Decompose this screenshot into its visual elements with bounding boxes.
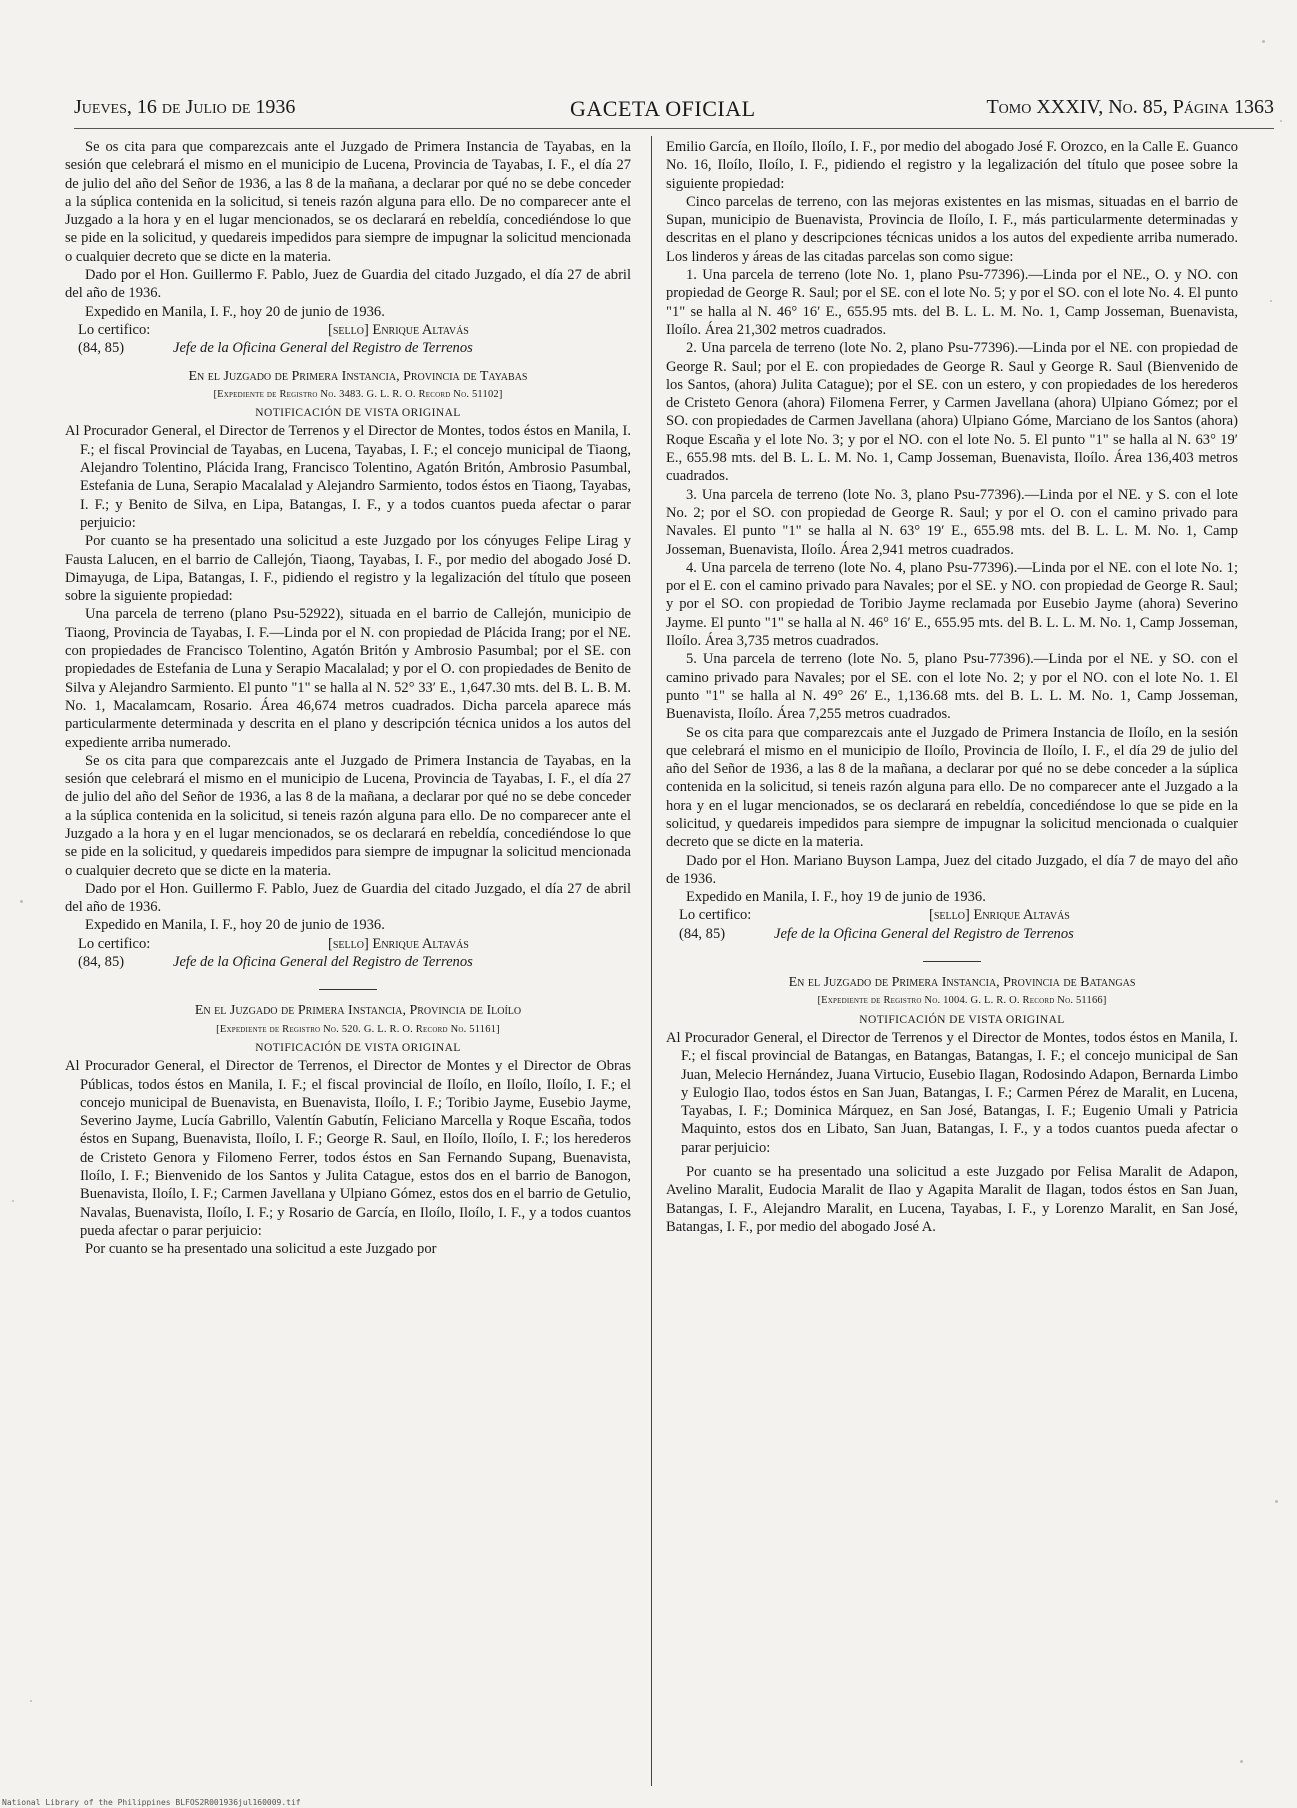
issue-numbers: (84, 85)	[679, 925, 726, 942]
page-header	[74, 96, 1274, 130]
left-paragraph: Una parcela de terreno (plano Psu-52922), situada en el barrio de Callejón, municipio de Tiaong, Provincia de Tayabas, I. F.—Linda por el N. con propiedad de Plácida Irang; por el NE. con propiedades de Francisco Tolentino, Agatón Britón y Ambrosio Pasumbal; por el SE. con propiedades de Estefania de Luna y Serapio Macalalad; y por el O. con propiedades de Benito de Silva y Alejandro Sarmiento. El punto "1" se halla al N. 52° 33′ E., 1,647.30 mts. del B. L. B. M. No. 1, Macalamcam, Rosario. Área 46,674 metros cuadrados. Dicha parcela aparece más particularmente determinada y descrita en el plano y descripción técnica unidos a los autos del expediente arriba numerado.	[65, 606, 631, 751]
seal-signature: [sello] Enrique Altavás	[328, 935, 469, 952]
right-column	[666, 138, 1238, 1778]
left-paragraph: Por cuanto se ha presentado una solicitud a este Juzgado por	[85, 1241, 437, 1258]
signer-role: Jefe de la Oficina General del Registro de Terrenos	[173, 954, 473, 971]
record-reference: [Expediente de Registro No. 520. G. L. R. O. Record No. 51161]	[216, 1023, 500, 1035]
signature-caption	[78, 953, 631, 971]
parcel-description: 1. Una parcela de terreno (lote No. 1, plano Psu-77396).—Linda por el NE., O. y NO. con propiedad de George R. Saul; por el SE. con el lote No. 5; y por el SO. con el lote No. 4. El punto "1" se halla al N. 46° 16′ E., 655.95 mts. del B. L. L. M. No. 1, Camp Josseman, Buenavista, Iloílo. Área 21,302 metros cuadrados.	[666, 267, 1238, 338]
scan-noise	[1280, 120, 1282, 122]
left-paragraph: Dado por el Hon. Guillermo F. Pablo, Juez de Guardia del citado Juzgado, el día 27 de abril del año de 1936.	[65, 267, 631, 302]
header-rule	[74, 128, 1274, 129]
section-separator	[923, 961, 981, 962]
signer-role: Jefe de la Oficina General del Registro de Terrenos	[774, 925, 1074, 942]
spacer	[65, 358, 631, 368]
scan-noise	[1270, 300, 1272, 302]
right-paragraph: Expedido en Manila, I. F., hoy 19 de junio de 1936.	[686, 889, 986, 906]
left-paragraph: Dado por el Hon. Guillermo F. Pablo, Juez de Guardia del citado Juzgado, el día 27 de abril del año de 1936.	[65, 880, 631, 916]
notice-title: NOTIFICACIÓN DE VISTA ORIGINAL	[859, 1013, 1065, 1026]
right-paragraph: Dado por el Hon. Mariano Buyson Lampa, Juez del citado Juzgado, el día 7 de mayo del año de 1936.	[666, 852, 1238, 887]
header-title: GACETA OFICIAL	[570, 96, 756, 121]
issue-numbers: (84, 85)	[78, 340, 125, 357]
addressees: Al Procurador General, el Director de Terrenos y el Director de Montes, todos éstos en Manila, I. F.; el fiscal Provincial de Tayabas, en Lucena, Tayabas, I. F.; el concejo municipal de Tiaong, Alejandro Tolentino, Plácida Irang, Francisco Tolentino, Agatón Britón, Ambrosio Pasumbal, Estefania de Luna, Serapio Macalalad y Alejandro Sarmiento, todos éstos en Tiaong, Tayabas, I. F.; y Benito de Silva, en Lipa, Batangas, I. F., y a todos cuantos pueda afectar o parar perjuicio:	[65, 423, 631, 531]
column-divider	[651, 136, 652, 1786]
section-separator	[319, 989, 377, 990]
court-heading: En el Juzgado de Primera Instancia, Provincia de Iloílo	[194, 1003, 522, 1019]
signature-line	[65, 321, 631, 339]
addressees: Al Procurador General, el Director de Terrenos y el Director de Montes, todos éstos en Manila, I. F.; el fiscal provincial de Batangas, en Batangas, Batangas, I. F.; el concejo municipal de San Juan, Melecio Hernández, Juana Virtucio, Eusebio Ilagan, Rodosindo Adapon, Bernarda Limbo y Eulogio Ilao, todos éstos en San Juan, Batangas, I. F.; Carmen Pérez de Maralit, en Lucena, Tayabas, I. F.; Dominica Márquez, en San José, Batangas, I. F.; Eugenio Umali y Patricia Maquinto, estos dos en Libato, San Juan, Batangas, I. F., y a todos cuantos pueda afectar o parar perjuicio:	[666, 1029, 1238, 1156]
parcel-description: 2. Una parcela de terreno (lote No. 2, plano Psu-77396).—Linda por el NE. con propiedad de George R. Saul; por el E. con propiedades de George R. Saul y George R. Saul (Bienvenido de los Santos, (ahora) Julita Catague); por el SE. con un estero, y con propiedades de los herederos de Cristeto Genora (ahora) Filomena Ferrer, y Carmen Javellana (ahora) Ulpiano Gómez; por el SO. con propiedades de Carmen Javellana (ahora) Ulpiano Góme, Marciano de los Santos (ahora) Roque Escaña y el lote No. 3; y por el NO. con el lote No. 5. El punto "1" se halla al N. 63° 19′ E., 655.98 mts. del B. L. L. M. No. 1, Camp Josseman, Buenavista, Iloílo. Área 136,403 metros cuadrados.	[666, 340, 1238, 485]
scan-noise	[1240, 1760, 1243, 1763]
left-paragraph: Expedido en Manila, I. F., hoy 20 de junio de 1936.	[85, 917, 385, 934]
parcel-description: 4. Una parcela de terreno (lote No. 4, plano Psu-77396).—Linda por el NE. con el lote No. 1; por el E. con el camino privado para Navales; por el SE. y NO. con propiedad de George R. Saul; y por el SO. con propiedad de Toribio Jayme reclamada por Eusebio Jayme (ahora) Severino Jayme. El punto "1" se halla al N. 46° 16′ E., 655.95 mts. del B. L. L. M. No. 1, Camp Josseman, Iloílo. Área 3,735 metros cuadrados.	[666, 559, 1238, 650]
addressees: Al Procurador General, el Director de Terrenos, el Director de Montes y el Director de Obras Públicas, todos éstos en Manila, I. F.; el fiscal provincial de Iloílo, en Iloílo, Iloílo, I. F.; el concejo municipal de Buenavista, en Buenavista, Iloílo, I. F.; Toribio Jayme, Eusebio Jayme, Severino Jayme, Lucía Gabrillo, Valentín Gabutín, Feliciano Marcella y Roque Escaña, todos éstos en Supang, Buenavista, Iloílo, I. F.; George R. Saul, en Iloílo, Iloílo, I. F.; los herederos de Cristeto Genora y Filomeno Ferrer, todos éstos en San Fernando Supang, Buenavista, Iloílo, I. F.; Bienvenido de los Santos y Julita Catague, estos dos en el barrio de Banogon, Buenavista, Iloílo, I. F.; Carmen Javellana y Ulpiano Gómez, estos dos en el barrio de Getulio, Navalas, Buenavista, Iloílo, I. F.; y Rosario de García, en Iloílo, Iloílo, I. F., y a todos cuantos pueda afectar o parar perjuicio:	[65, 1058, 631, 1239]
right-paragraph: Se os cita para que comparezcais ante el Juzgado de Primera Instancia de Iloílo, en la sesión que celebrará el mismo en el municipio de Iloílo, Provincia de Iloílo, I. F., el día 29 de julio del año del Señor de 1936, a las 8 de la mañana, a declarar por qué no se debe conceder a la súplica contenida en la solicitud, si teneis razón alguna para ello. De no comparecer ante el Juzgado a la hora y en el lugar mencionados, se os declarará en rebeldía, concediéndose lo que se pide en la solicitud, y quedareis impedidos para siempre de impugnar la solicitud mencionada o cualquier decreto que se dicte en la materia.	[666, 724, 1238, 851]
notice-title: NOTIFICACIÓN DE VISTA ORIGINAL	[255, 407, 461, 420]
signature-caption	[78, 339, 631, 357]
scan-noise	[1275, 1500, 1278, 1503]
certifico-label: Lo certifico:	[78, 321, 151, 338]
left-paragraph: Se os cita para que comparezcais ante el Juzgado de Primera Instancia de Tayabas, en la sesión que celebrará el mismo en el municipio de Lucena, Provincia de Tayabas, I. F., el día 27 de julio del año del Señor de 1936, a las 8 de la mañana, a declarar por qué no se debe conceder a la súplica contenida en la solicitud, si teneis razón alguna para ello. De no comparecer ante el Juzgado a la hora y en el lugar mencionados, se os declarará en rebeldía, concediéndose lo que se pide en la solicitud, y quedareis impedidos para siempre de impugnar la solicitud mencionada o cualquier decreto que se dicte en la materia.	[65, 139, 631, 265]
scan-noise	[12, 1200, 14, 1202]
parcel-description: 3. Una parcela de terreno (lote No. 3, plano Psu-77396).—Linda por el NE. y S. con el lote No. 2; por el SO. con propiedad de George R. Saul; y por el O. con el camino privado para Navales. El punto "1" se halla al N. 63° 19′ E., 655.98 mts. del B. L. L. M. No. 1, Camp Josseman, Buenavista, Iloílo. Área 2,941 metros cuadrados.	[666, 486, 1238, 558]
scan-stamp: National Library of the Philippines BLFOS2R001936jul160009.tif	[2, 1798, 301, 1807]
left-paragraph: Se os cita para que comparezcais ante el Juzgado de Primera Instancia de Tayabas, en la sesión que celebrará el mismo en el municipio de Lucena, Provincia de Tayabas, I. F., el día 27 de julio del año del Señor de 1936, a las 8 de la mañana, a declarar por qué no se debe conceder a la súplica contenida en la solicitud, si teneis razón alguna para ello. De no comparecer ante el Juzgado a la hora y en el lugar mencionados, se os declarará en rebeldía, concediéndose lo que se pide en la solicitud, y quedareis impedidos para siempre de impugnar la solicitud mencionada o cualquier decreto que se dicte en la materia.	[65, 752, 631, 879]
header-volume: Tomo XXXIV, No. 85, Página 1363	[986, 96, 1274, 118]
certifico-label: Lo certifico:	[679, 907, 752, 924]
notice-title: NOTIFICACIÓN DE VISTA ORIGINAL	[255, 1041, 461, 1054]
signature-line	[666, 906, 1238, 924]
scan-noise	[1262, 40, 1265, 43]
header-date: Jueves, 16 de Julio de 1936	[74, 96, 296, 118]
record-reference: [Expediente de Registro No. 3483. G. L. R. O. Record No. 51102]	[213, 388, 503, 400]
signature-line	[65, 935, 631, 953]
record-reference: [Expediente de Registro No. 1004. G. L. R. O. Record No. 51166]	[817, 995, 1107, 1007]
left-paragraph: Por cuanto se ha presentado una solicitud a este Juzgado por los cónyuges Felipe Lirag y Fausta Lalucen, en el barrio de Callejón, Tiaong, Tayabas, I. F., por medio del abogado José D. Dimayuga, de Lipa, Batangas, I. F., pidiendo el registro y la legalización del título que poseen sobre la siguiente propiedad:	[65, 533, 631, 605]
signer-role: Jefe de la Oficina General del Registro de Terrenos	[173, 340, 473, 357]
left-column	[65, 138, 631, 1778]
right-paragraph: Cinco parcelas de terreno, con las mejoras existentes en las mismas, situadas en el barrio de Supan, municipio de Buenavista, Provincia de Iloílo, I. F., más particularmente determinadas y descritas en el plano y descripciones técnicas unidos a los autos del expediente arriba numerado. Los linderos y áreas de las citadas parcelas son como sigue:	[666, 193, 1238, 265]
scan-noise	[20, 900, 23, 903]
certifico-label: Lo certifico:	[78, 935, 151, 952]
signature-caption	[679, 925, 1238, 943]
right-paragraph: Emilio García, en Iloílo, Iloílo, I. F., por medio del abogado José F. Orozco, en la Calle E. Guanco No. 16, Iloílo, Iloílo, I. F., pidiendo el registro y la legalización del título que posee sobre la siguiente propiedad:	[666, 139, 1238, 192]
left-paragraph: Expedido en Manila, I. F., hoy 20 de junio de 1936.	[85, 303, 385, 320]
right-paragraph: Por cuanto se ha presentado una solicitud a este Juzgado por Felisa Maralit de Adapon, Avelino Maralit, Eudocia Maralit de Ilao y Agapita Maralit de Ilagan, todos éstos en San Juan, Batangas, I. F., Alejandro Maralit, en Lucena, Tayabas, I. F., y Lorenzo Maralit, en San José, Batangas, I. F., por medio del abogado José A.	[666, 1164, 1238, 1235]
seal-signature: [sello] Enrique Altavás	[929, 907, 1070, 924]
seal-signature: [sello] Enrique Altavás	[328, 321, 469, 338]
court-heading: En el Juzgado de Primera Instancia, Provincia de Tayabas	[188, 368, 528, 384]
issue-numbers: (84, 85)	[78, 954, 125, 971]
court-heading: En el Juzgado de Primera Instancia, Provincia de Batangas	[788, 975, 1136, 991]
parcel-description: 5. Una parcela de terreno (lote No. 5, plano Psu-77396).—Linda por el NE. y SO. con el camino privado para Navales; por el SE. con el lote No. 2; y por el NO. con el lote No. 1. El punto "1" se halla al N. 49° 26′ E., 1,136.68 mts. del B. L. L. M. No. 1, Camp Josseman, Buenavista, Iloílo. Área 7,255 metros cuadrados.	[666, 651, 1238, 723]
scan-noise	[30, 1700, 32, 1702]
